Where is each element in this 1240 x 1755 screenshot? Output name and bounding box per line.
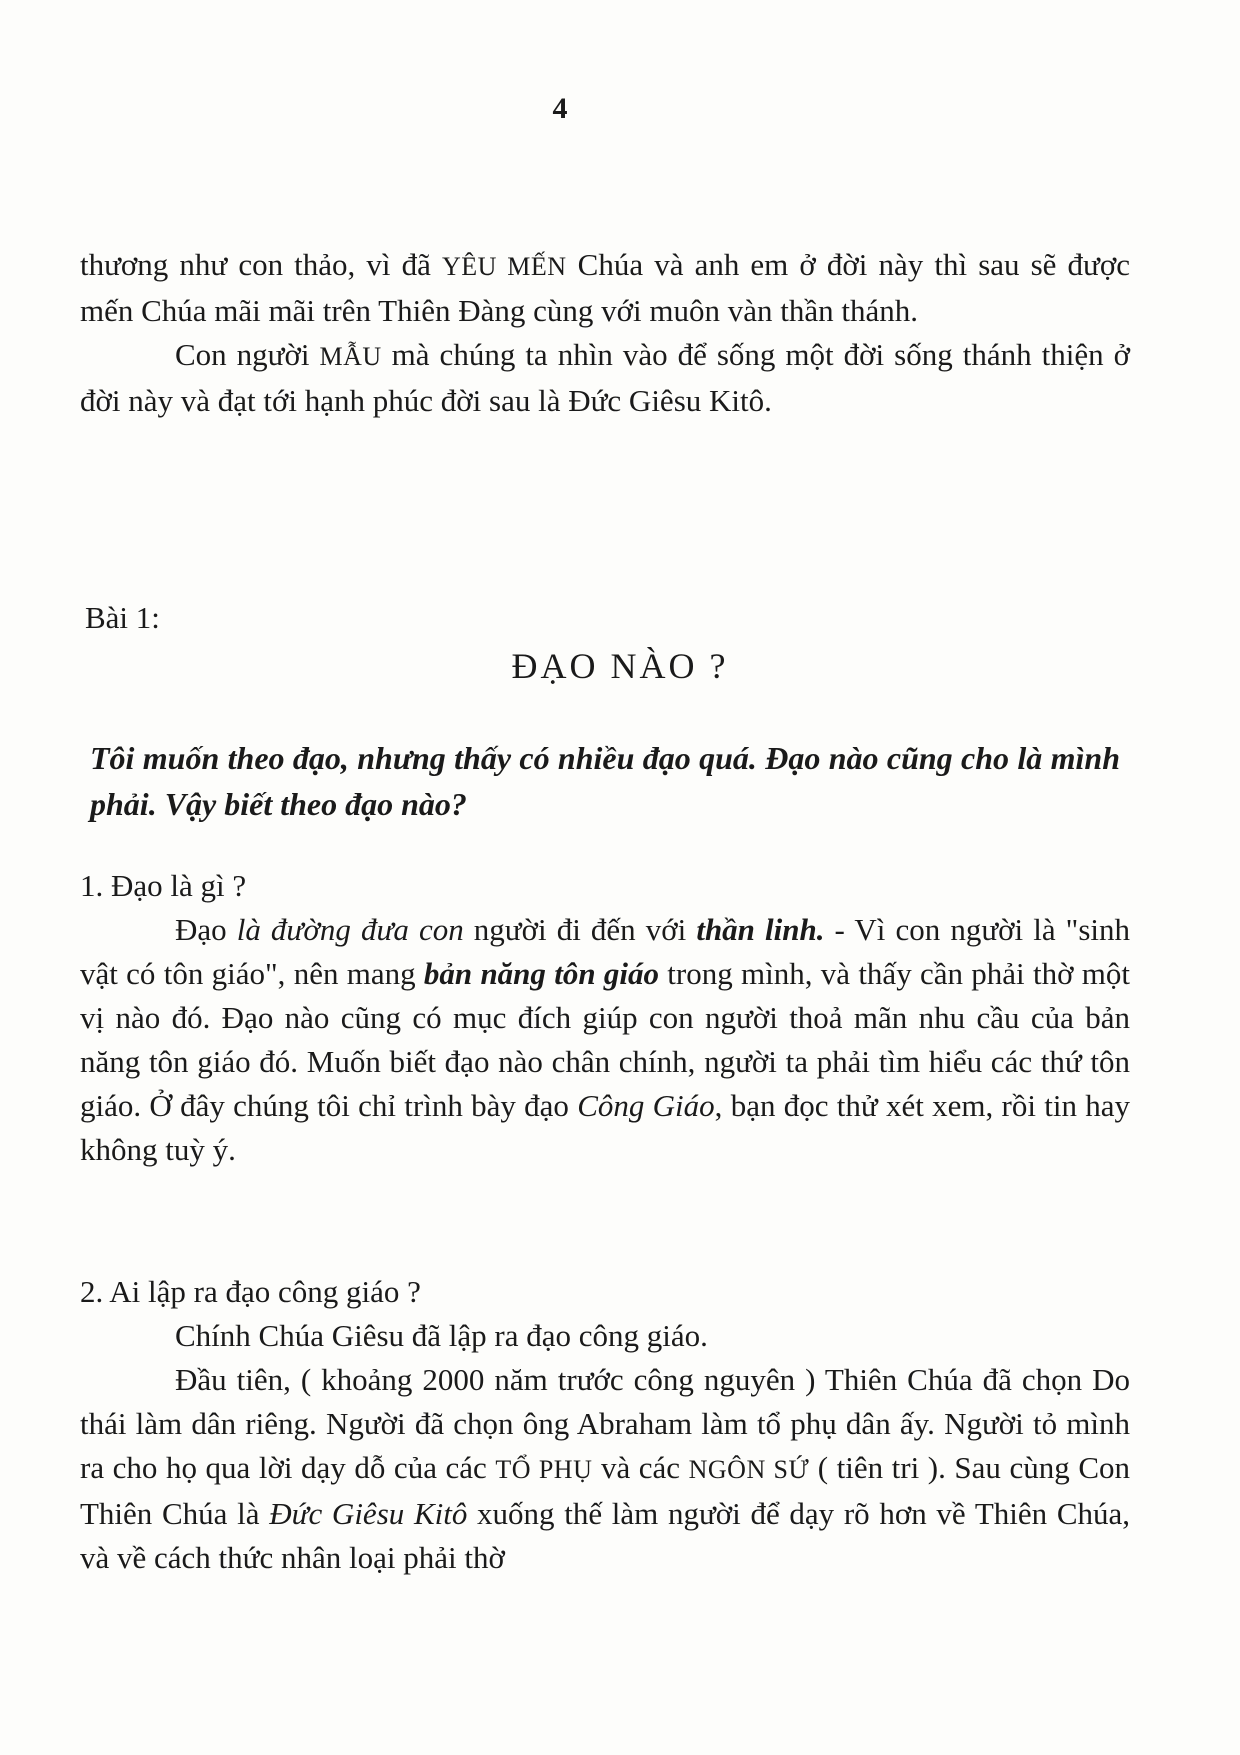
italic-run: Công Giáo [577,1088,715,1123]
bold-italic-run: thần linh. [696,912,825,947]
text-run: Con người [175,337,320,372]
text-run: mà chúng ta nhìn vào để sống một đời sống thánh thiện ở đời này và đạt tới hạnh phúc đời sau là Đức Giêsu Kitô. [80,337,1130,418]
italic-run: là đường đưa con [236,912,464,947]
small-caps-run: YÊU MẾN [441,252,567,281]
bold-italic-run: bản năng tôn giáo [423,956,659,991]
section-1 [80,864,1130,1172]
section-1-heading: 1. Đạo là gì ? [80,868,247,903]
lesson-label: Bài 1: [85,600,160,635]
lesson-title: ĐẠO NÀO ? [511,646,729,686]
text-run: người đi đến với [463,912,697,947]
section-2-paragraph-1: Chính Chúa Giêsu đã lập ra đạo công giáo. [175,1318,708,1353]
section-2-paragraph-2 [80,1358,1130,1580]
text-run: xuống thế làm người để dạy rõ hơn về Thiên Chúa, và về cách thức nhân loại phải thờ [80,1496,1130,1575]
section-1-paragraph [80,908,1130,1172]
text-run: trong mình, và thấy cần phải thờ một vị nào đó. Đạo nào cũng có mục đích giúp con người thoả mãn nhu cầu của bản năng tôn giáo đó. Muốn biết đạo nào chân chính, người ta phải tìm hiểu các thứ tôn giáo. Ở đây chúng tôi chỉ trình bày đạo [80,956,1130,1123]
text-run: , bạn đọc thử xét xem, rồi tin hay không tuỳ ý. [80,1088,1130,1167]
text-run: thương như con thảo, vì đã [80,247,442,282]
small-caps-run: TỔ PHỤ [495,1455,593,1484]
page-number: 4 [552,92,568,125]
text-run: Đạo [175,912,237,947]
lesson-question: Tôi muốn theo đạo, nhưng thấy có nhiều đạo quá. Đạo nào cũng cho là mình phải. Vậy biết theo đạo nào? [90,740,1120,822]
intro-paragraph-1 [80,243,1130,333]
text-run: - Vì con người là "sinh vật có tôn giáo", nên mang [80,912,1130,991]
text-run: và các [592,1450,689,1485]
text-run: ( tiên tri ). Sau cùng Con Thiên Chúa là [80,1450,1130,1531]
small-caps-run: NGÔN SỨ [688,1455,810,1484]
intro-paragraph-2 [80,333,1130,423]
small-caps-run: MẪU [319,342,382,371]
section-2 [80,1270,1130,1580]
text-run: Chúa và anh em ở đời này thì sau sẽ được mến Chúa mãi mãi trên Thiên Đàng cùng với muôn vàn thần thánh. [80,247,1131,328]
text-run: Đầu tiên, ( khoảng 2000 năm trước công nguyên ) Thiên Chúa đã chọn Do thái làm dân riêng. Người đã chọn ông Abraham làm tổ phụ dân ấy. Người tỏ mình ra cho họ qua lời dạy dỗ của các [80,1362,1130,1485]
intro-text [80,243,1130,423]
section-2-heading: 2. Ai lập ra đạo công giáo ? [80,1274,421,1309]
italic-run: Đức Giêsu Kitô [269,1496,468,1531]
